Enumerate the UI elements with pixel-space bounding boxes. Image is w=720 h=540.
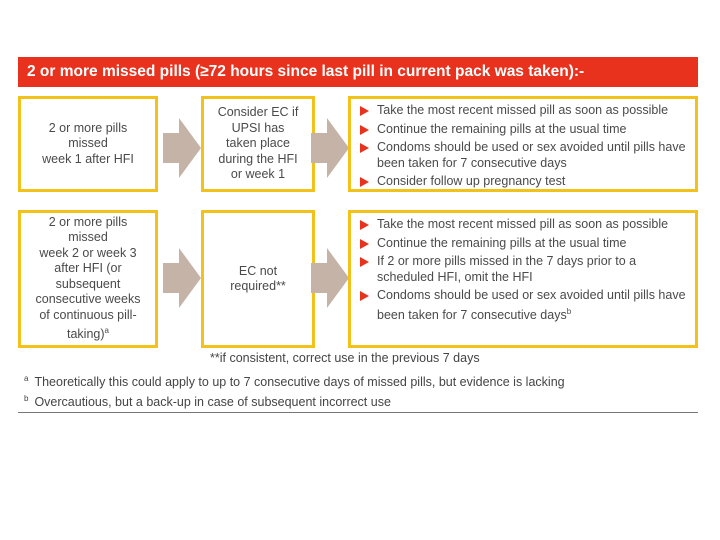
row1-bullet-2: Continue the remaining pills at the usual time	[355, 122, 689, 138]
footnote-b	[24, 394, 391, 409]
bullet-arrow-icon	[360, 239, 369, 249]
row1-condition-box	[18, 96, 158, 192]
footnote-ref-a: a	[104, 326, 109, 336]
row2-action-text: EC not required**	[230, 263, 286, 293]
row2-condition-wrap	[36, 215, 141, 343]
row1-bullet-3: Condoms should be used or sex avoided until pills have been taken for 7 consecutive days	[355, 140, 689, 171]
row1-bullet-list	[351, 99, 695, 190]
bottom-divider	[18, 412, 698, 413]
footnote-a	[24, 374, 565, 389]
bullet-arrow-icon	[360, 125, 369, 135]
bullet-arrow-icon	[360, 106, 369, 116]
row1-arrow-2	[311, 118, 351, 178]
row2-arrow-2	[311, 248, 351, 308]
consistency-note: **if consistent, correct use in the previous 7 days	[210, 351, 480, 365]
row2-bullet-3: If 2 or more pills missed in the 7 days prior to a scheduled HFI, omit the HFI	[355, 254, 689, 285]
footnote-a-mark: a	[24, 374, 29, 383]
row2-action-box	[201, 210, 315, 348]
bullet-arrow-icon	[360, 143, 369, 153]
row2-condition-box	[18, 210, 158, 348]
row1-instructions-box	[348, 96, 698, 192]
bullet-arrow-icon	[360, 220, 369, 230]
row2-instructions-box	[348, 210, 698, 348]
bullet-arrow-icon	[360, 291, 369, 301]
row1-condition-text: 2 or more pills missed week 1 after HFI	[42, 120, 134, 166]
footnote-a-text: Theoretically this could apply to up to 7 consecutive days of missed pills, but evidence is lacking	[34, 375, 565, 390]
footnote-b-mark: b	[24, 394, 29, 403]
row2-bullet-1: Take the most recent missed pill as soon as possible	[355, 217, 689, 233]
footnote-ref-b: b	[566, 306, 572, 316]
row2-bullet-list	[351, 213, 695, 323]
row2-bullet-2: Continue the remaining pills at the usual time	[355, 236, 689, 252]
footnote-b-text: Overcautious, but a back-up in case of subsequent incorrect use	[34, 395, 391, 410]
bullet-arrow-icon	[360, 257, 369, 267]
row1-bullet-1: Take the most recent missed pill as soon as possible	[355, 103, 689, 119]
row2-condition-text: 2 or more pills missed week 2 or week 3 after HFI (or subsequent consecutive weeks of continuous pill- taking)	[35, 214, 141, 342]
row2-arrow-1	[163, 248, 203, 308]
row1-bullet-4: Consider follow up pregnancy test	[355, 174, 689, 190]
row2-bullet-4: Condoms should be used or sex avoided until pills have been taken for 7 consecutive days$^b$	[355, 288, 689, 323]
row1-arrow-1	[163, 118, 203, 178]
header-banner: 2 or more missed pills (≥72 hours since last pill in current pack was taken):-	[18, 57, 698, 87]
bullet-arrow-icon	[360, 177, 369, 187]
row1-action-box	[201, 96, 315, 192]
row1-action-text: Consider EC if UPSI has taken place during the HFI or week 1	[217, 105, 299, 182]
